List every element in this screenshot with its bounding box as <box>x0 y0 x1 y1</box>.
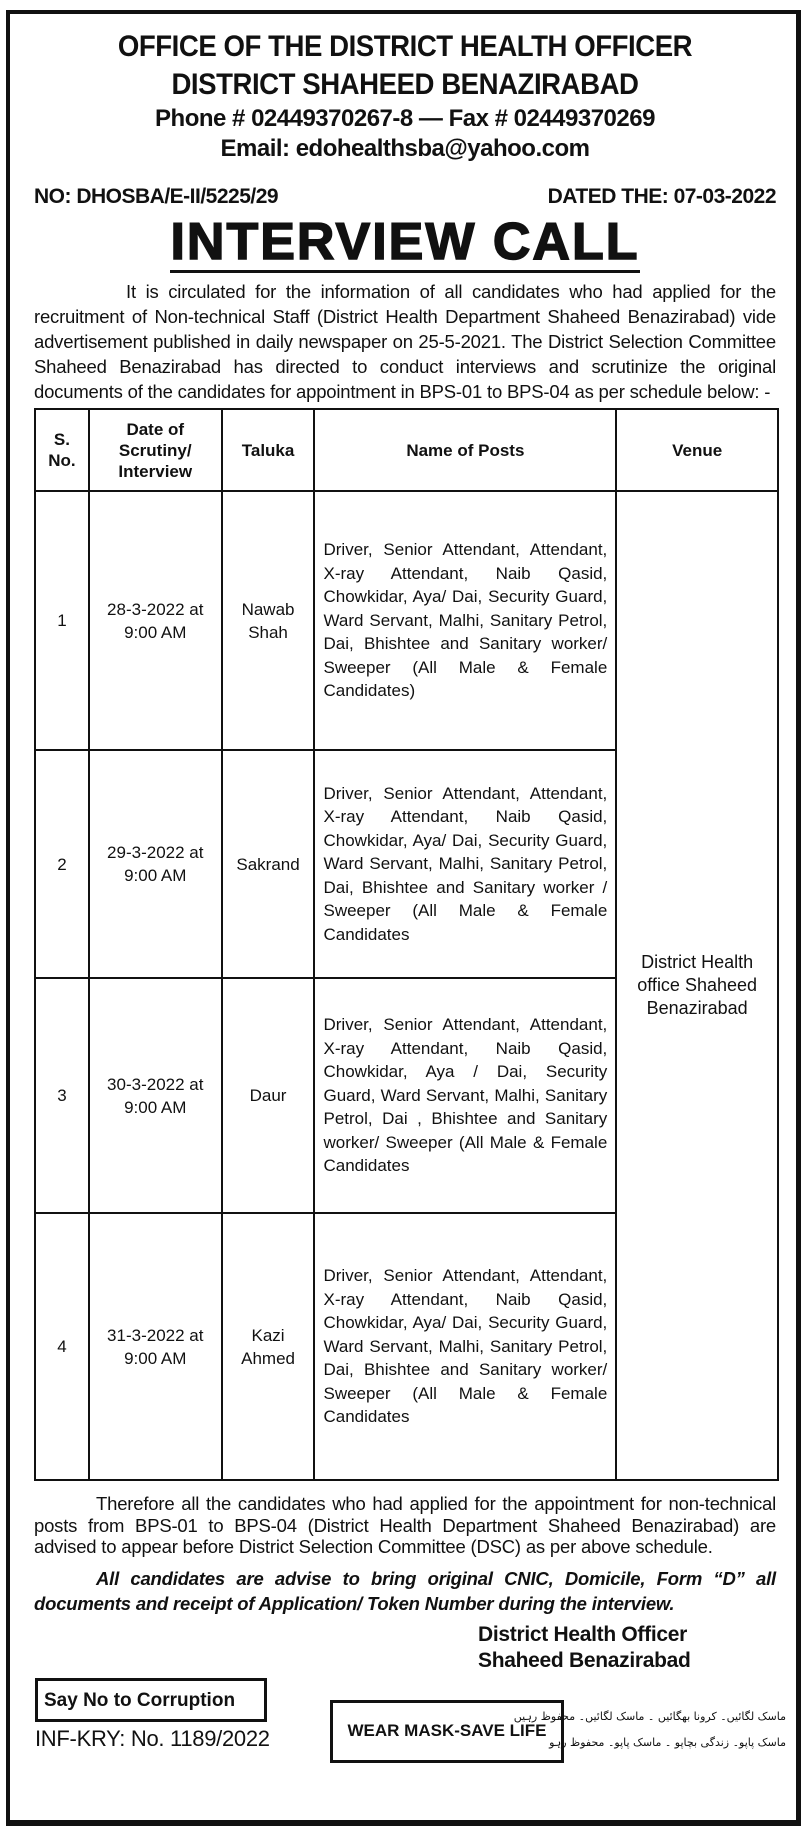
urdu-line-1: ماسک لگائیں۔ کرونا بھگائیں ۔ ماسک لگائیں۔ محفوظ رہیں <box>513 1709 786 1723</box>
reference-date: DATED THE: 07-03-2022 <box>547 185 776 208</box>
header-taluka: Taluka <box>222 409 315 491</box>
row-date: 30-3-2022 at 9:00 AM <box>89 978 222 1213</box>
row-posts: Driver, Senior Attendant, Attendant, X-ray Attendant, Naib Qasid, Chowkidar, Aya/ Dai, Security Guard, Ward Servant, Malhi, Sanitary Petrol, Dai, Bhishtee and Sanitary worker / Sweeper (All Male & Female Candidates <box>314 750 616 978</box>
reference-number: NO: DHOSBA/E-II/5225/29 <box>34 185 279 208</box>
urdu-line-2: ماسک پاپو۔ زندگی بچاپو ۔ ماسک پاپو۔ محفوظ رہو <box>549 1735 786 1749</box>
corruption-text: Say No to Corruption <box>44 1689 236 1711</box>
row-date: 28-3-2022 at 9:00 AM <box>89 491 222 750</box>
row-posts: Driver, Senior Attendant, Attendant, X-ray Attendant, Naib Qasid, Chowkidar, Aya/ Dai, Security Guard, Ward Servant, Malhi, Sanitary Petrol, Dai, Bhishtee and Sanitary worker/ Sweeper (All Male & Female Candidates <box>314 1213 616 1480</box>
row-sno: 4 <box>35 1213 89 1480</box>
row-taluka: Daur <box>222 978 315 1213</box>
instruction-paragraph: All candidates are advise to bring original CNIC, Domicile, Form “D” all documents and receipt of Application/ Token Number during the interview. <box>34 1567 776 1614</box>
office-heading: OFFICE OF THE DISTRICT HEALTH OFFICER <box>117 30 693 63</box>
row-date: 31-3-2022 at 9:00 AM <box>89 1213 222 1480</box>
urdu-slogan <box>513 1704 786 1756</box>
row-posts: Driver, Senior Attendant, Attendant, X-ray Attendant, Naib Qasid, Chowkidar, Aya/ Dai, Security Guard, Ward Servant, Malhi, Sanitary Petrol, Dai, Bhishtee and Sanitary worker/ Sweeper (All Male & Female Candidates) <box>314 491 616 750</box>
row-sno: 3 <box>35 978 89 1213</box>
table-header-row <box>35 409 778 491</box>
row-sno: 2 <box>35 750 89 978</box>
row-date: 29-3-2022 at 9:00 AM <box>89 750 222 978</box>
district-heading: DISTRICT SHAHEED BENAZIRABAD <box>171 68 639 101</box>
header-date: Date of Scrutiny/ Interview <box>89 409 222 491</box>
header-sno: S. No. <box>35 409 89 491</box>
signature-place: Shaheed Benazirabad <box>478 1648 691 1672</box>
row-sno: 1 <box>35 491 89 750</box>
footer <box>34 1678 786 1766</box>
inf-number: INF-KRY: No. 1189/2022 <box>35 1725 270 1751</box>
closing-paragraph: Therefore all the candidates who had applied for the appointment for non-technical posts from BPS-01 to BPS-04 (District Health Department Shaheed Benazirabad) are advised to appear before District Selection Committee (DSC) as per above schedule. <box>34 1493 776 1557</box>
row-taluka: Nawab Shah <box>222 491 315 750</box>
header-posts: Name of Posts <box>314 409 616 491</box>
email: Email: edohealthsba@yahoo.com <box>220 135 590 162</box>
corruption-box <box>35 1678 267 1722</box>
signature-title: District Health Officer <box>478 1622 687 1646</box>
row-taluka: Sakrand <box>222 750 315 978</box>
intro-paragraph: It is circulated for the information of all candidates who had applied for the recruitment of Non-technical Staff (District Health Department Shaheed Benazirabad) vide advertisement published in daily newspaper on 25-5-2021. The District Selection Committee Shaheed Benazirabad has directed to conduct interviews and scrutinize the original documents of the candidates for appointment in BPS-01 to BPS-04 as per schedule below: - <box>34 281 776 402</box>
page-title <box>34 214 776 273</box>
title-text: INTERVIEW CALL <box>170 213 640 271</box>
reference-row <box>34 184 776 210</box>
row-taluka: Kazi Ahmed <box>222 1213 315 1480</box>
header-venue: Venue <box>616 409 778 491</box>
mask-box: WEAR MASK-SAVE LIFE <box>330 1700 564 1763</box>
venue-cell: District Health office Shaheed Benazirabad <box>616 491 778 1480</box>
schedule-table <box>34 408 779 1481</box>
phone-fax: Phone # 02449370267-8 — Fax # 02449370269 <box>155 105 655 132</box>
row-posts: Driver, Senior Attendant, Attendant, X-ray Attendant, Naib Qasid, Chowkidar, Aya / Dai, Security Guard, Ward Servant, Malhi, Sanitary Petrol, Dai , Bhishtee and Sanitary worker/ Sweeper (All Male & Female Candidates <box>314 978 616 1213</box>
table-row <box>35 491 778 750</box>
